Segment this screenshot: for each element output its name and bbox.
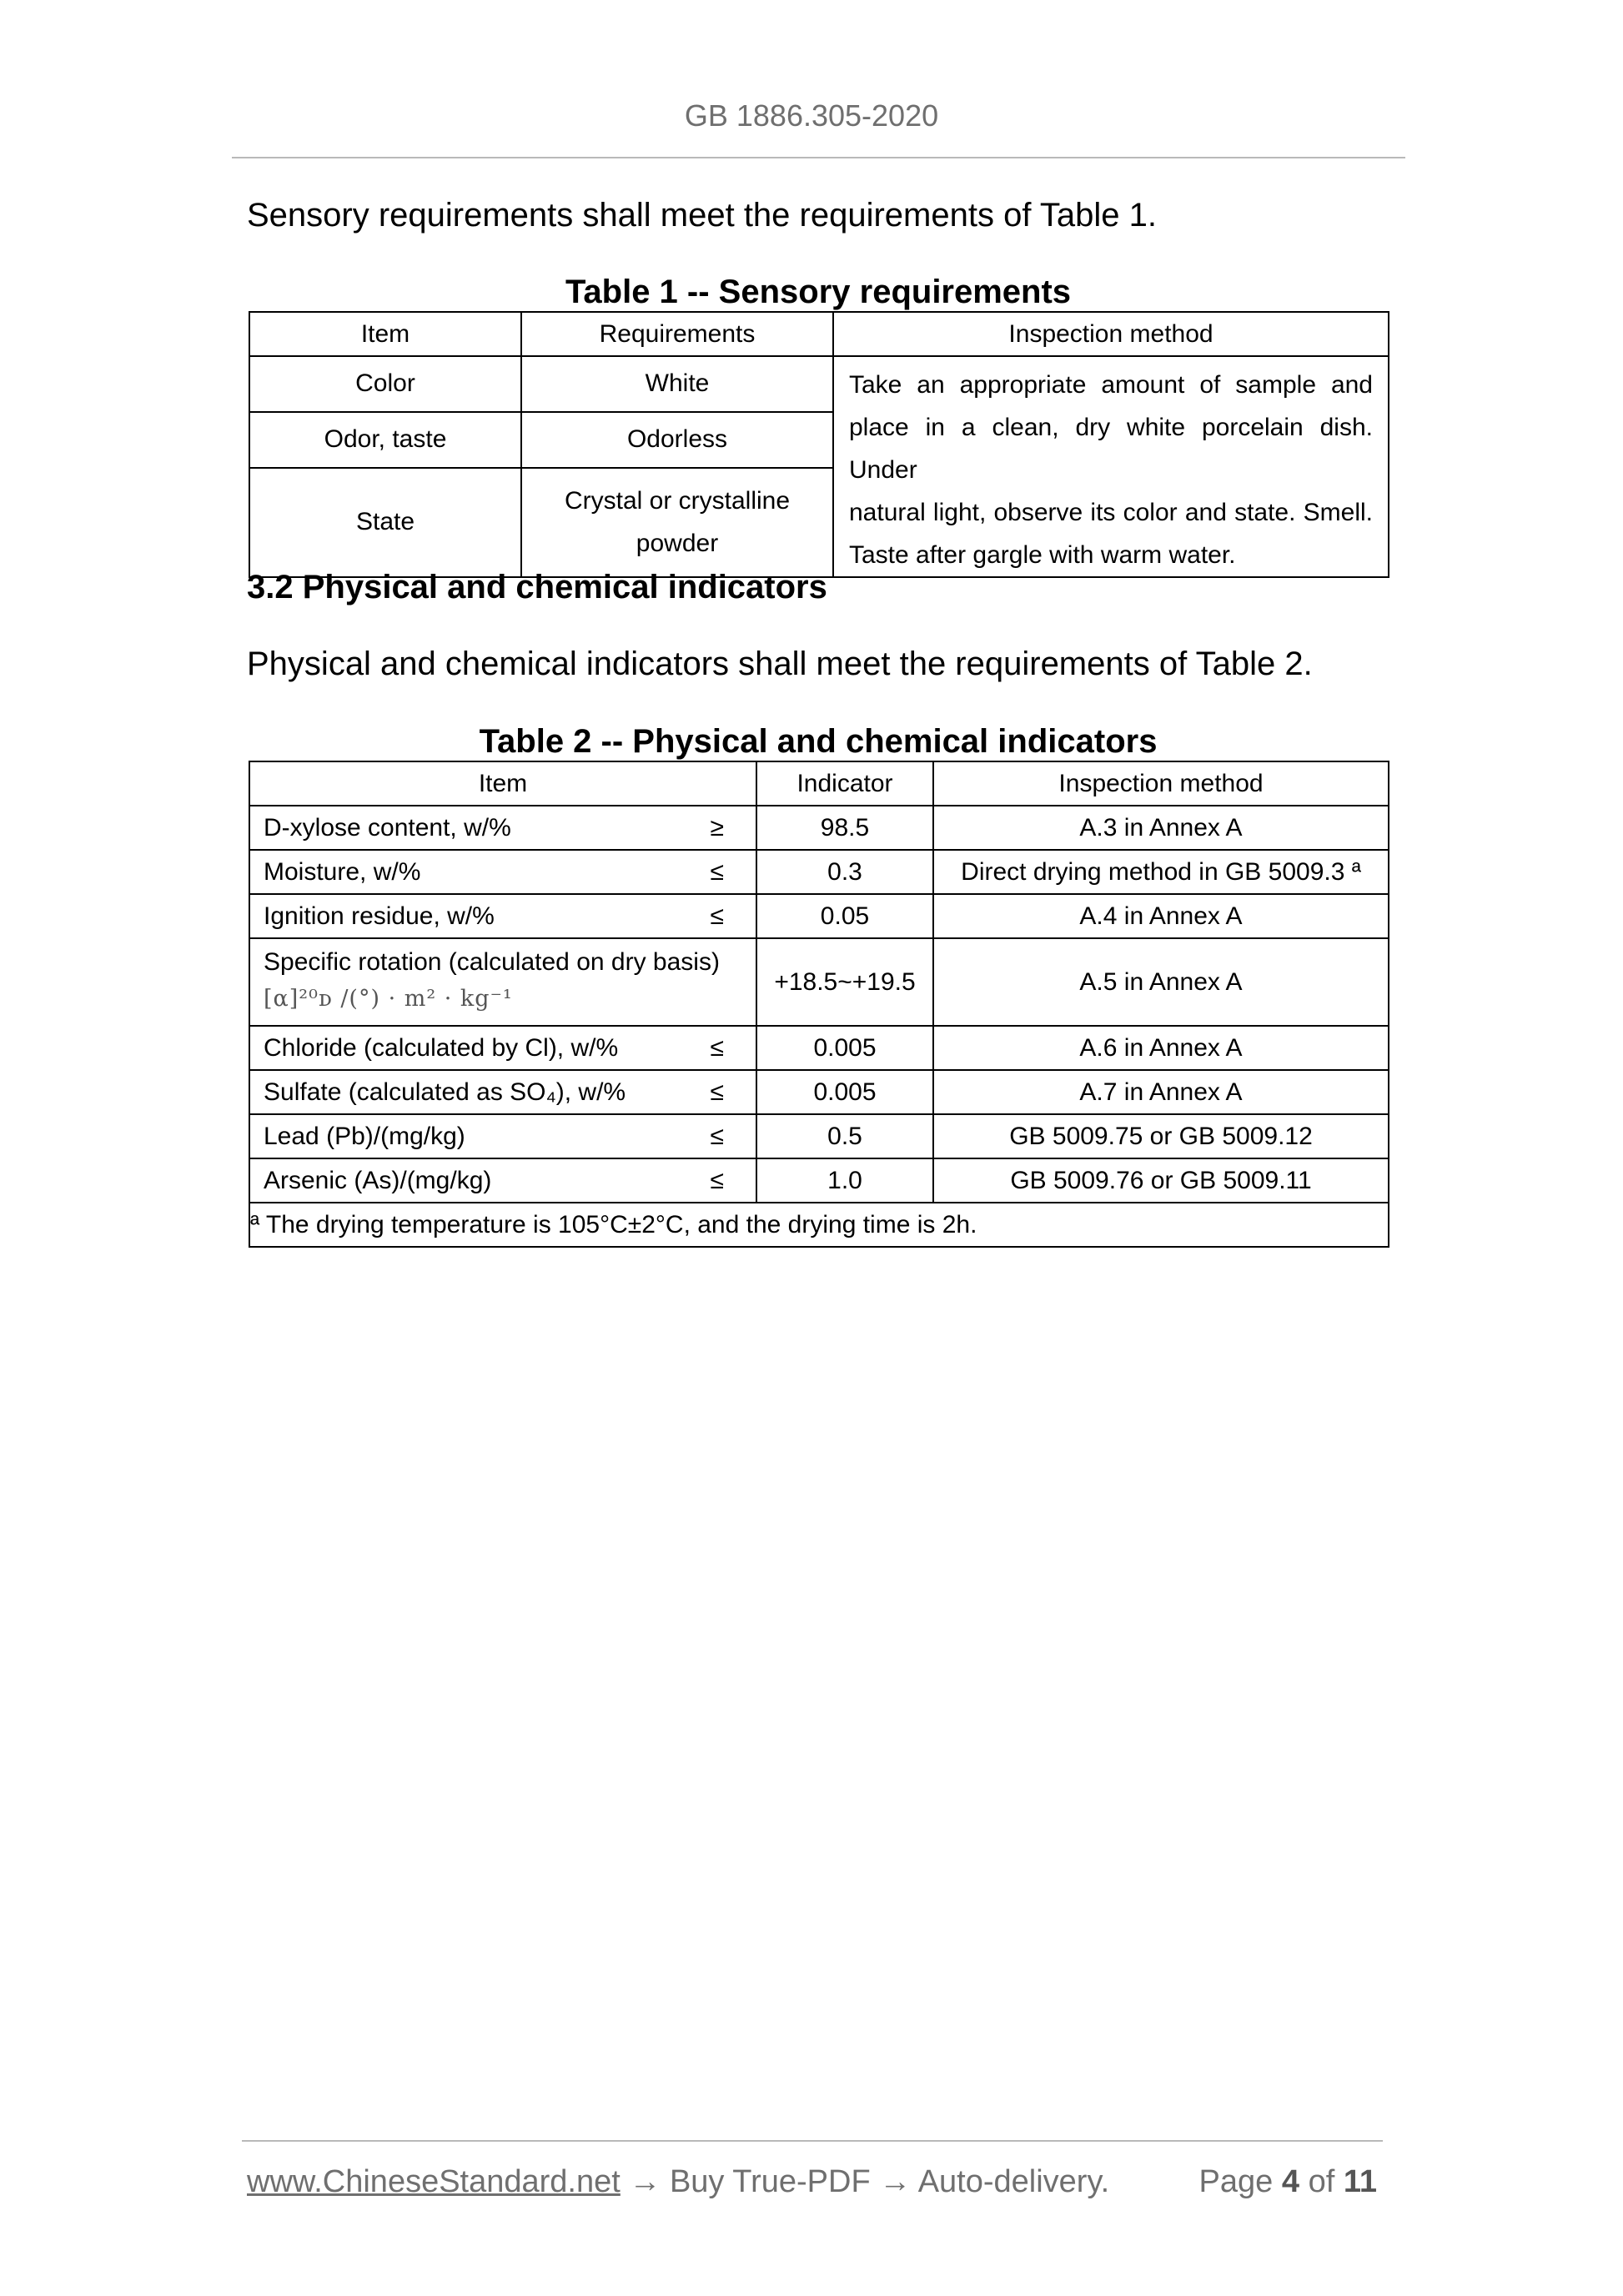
section-paragraph: Physical and chemical indicators shall meet the requirements of Table 2. xyxy=(247,646,1313,682)
method-cell: A.3 in Annex A xyxy=(933,806,1389,850)
comparison-operator: ≤ xyxy=(710,857,724,886)
requirement-cell xyxy=(521,468,833,577)
indicator-cell: 0.5 xyxy=(756,1114,933,1158)
table-header-row xyxy=(249,761,1389,806)
table1-caption: Table 1 -- Sensory requirements xyxy=(565,274,1072,310)
indicator-cell: +18.5~+19.5 xyxy=(756,938,933,1026)
rotation-unit: [α]²⁰ᴅ /(°) · m² · kg⁻¹ xyxy=(264,986,513,1012)
table-header-row xyxy=(249,312,1389,356)
method-line: Taste after gargle with warm water. xyxy=(849,541,1236,569)
indicator-cell: 0.05 xyxy=(756,894,933,938)
header-cell: Indicator xyxy=(756,761,933,806)
method-cell: A.6 in Annex A xyxy=(933,1026,1389,1070)
item-label: Specific rotation (calculated on dry basis) xyxy=(264,948,720,976)
item-cell: Color xyxy=(249,356,521,412)
item-label: Moisture, w/% xyxy=(264,857,421,886)
item-label: Ignition residue, w/% xyxy=(264,902,495,930)
table-row xyxy=(249,806,1389,850)
page-label: Page xyxy=(1198,2164,1274,2199)
table-row xyxy=(249,1114,1389,1158)
header-cell: Item xyxy=(249,312,521,356)
footer-promo xyxy=(247,2164,1109,2200)
footer-tagline: → Buy True-PDF → Auto-delivery. xyxy=(620,2164,1110,2199)
page-number: 4 xyxy=(1281,2164,1299,2199)
indicator-cell: 1.0 xyxy=(756,1158,933,1203)
comparison-operator: ≤ xyxy=(710,1033,724,1062)
table-footnote: ª The drying temperature is 105°C±2°C, and the drying time is 2h. xyxy=(249,1203,1389,1247)
method-line: natural light, observe its color and state. Smell. xyxy=(849,499,1373,526)
item-label: Lead (Pb)/(mg/kg) xyxy=(264,1122,465,1150)
header-cell: Inspection method xyxy=(933,761,1389,806)
method-cell: GB 5009.75 or GB 5009.12 xyxy=(933,1114,1389,1158)
method-cell: GB 5009.76 or GB 5009.11 xyxy=(933,1158,1389,1203)
table-note-row xyxy=(249,1203,1389,1247)
table-row xyxy=(249,850,1389,894)
site-link[interactable]: www.ChineseStandard.net xyxy=(247,2164,621,2199)
table-row xyxy=(249,1158,1389,1203)
method-line: Take an appropriate amount of sample and xyxy=(849,371,1373,399)
requirement-cell: Odorless xyxy=(521,412,833,468)
indicator-cell: 0.005 xyxy=(756,1026,933,1070)
item-cell xyxy=(249,894,756,938)
comparison-operator: ≤ xyxy=(710,902,724,930)
item-cell xyxy=(249,1158,756,1203)
table-row xyxy=(249,1070,1389,1114)
intro-paragraph: Sensory requirements shall meet the requirements of Table 1. xyxy=(247,197,1157,234)
item-cell xyxy=(249,938,756,1026)
comparison-operator: ≤ xyxy=(710,1166,724,1194)
item-cell xyxy=(249,850,756,894)
header-cell: Item xyxy=(249,761,756,806)
table-row xyxy=(249,1026,1389,1070)
indicator-cell: 0.005 xyxy=(756,1070,933,1114)
comparison-operator: ≤ xyxy=(710,1078,724,1106)
requirement-line: powder xyxy=(636,530,719,558)
page-indicator xyxy=(1199,2164,1377,2200)
method-line: place in a clean, dry white porcelain dish. Under xyxy=(849,414,1373,484)
comparison-operator: ≥ xyxy=(710,813,724,842)
method-cell: A.4 in Annex A xyxy=(933,894,1389,938)
header-cell: Requirements xyxy=(521,312,833,356)
item-cell: Odor, taste xyxy=(249,412,521,468)
indicator-cell: 0.3 xyxy=(756,850,933,894)
footer-divider xyxy=(242,2140,1383,2142)
requirement-line: Crystal or crystalline xyxy=(564,487,791,515)
item-cell xyxy=(249,1114,756,1158)
sensory-requirements-table xyxy=(249,311,1389,578)
document-code: GB 1886.305-2020 xyxy=(684,98,939,133)
indicator-cell: 98.5 xyxy=(756,806,933,850)
item-cell xyxy=(249,1026,756,1070)
item-label: Chloride (calculated by Cl), w/% xyxy=(264,1033,619,1062)
comparison-operator: ≤ xyxy=(710,1122,724,1150)
table-row xyxy=(249,356,1389,412)
of-label: of xyxy=(1308,2164,1335,2199)
header-cell: Inspection method xyxy=(833,312,1389,356)
table2-caption: Table 2 -- Physical and chemical indicators xyxy=(479,723,1158,760)
item-cell xyxy=(249,1070,756,1114)
item-label: Arsenic (As)/(mg/kg) xyxy=(264,1166,492,1194)
method-cell: Direct drying method in GB 5009.3 ª xyxy=(933,850,1389,894)
section-heading: 3.2 Physical and chemical indicators xyxy=(247,569,827,605)
item-label: D-xylose content, w/% xyxy=(264,813,511,842)
table-row xyxy=(249,938,1389,1026)
inspection-method-cell xyxy=(833,356,1389,577)
table-row xyxy=(249,894,1389,938)
item-label: Sulfate (calculated as SO₄), w/% xyxy=(264,1078,626,1106)
header-divider xyxy=(232,157,1405,158)
item-cell: State xyxy=(249,468,521,577)
method-cell: A.7 in Annex A xyxy=(933,1070,1389,1114)
item-cell xyxy=(249,806,756,850)
page-total: 11 xyxy=(1343,2164,1377,2199)
requirement-cell: White xyxy=(521,356,833,412)
method-cell: A.5 in Annex A xyxy=(933,938,1389,1026)
physical-chemical-table xyxy=(249,761,1389,1248)
